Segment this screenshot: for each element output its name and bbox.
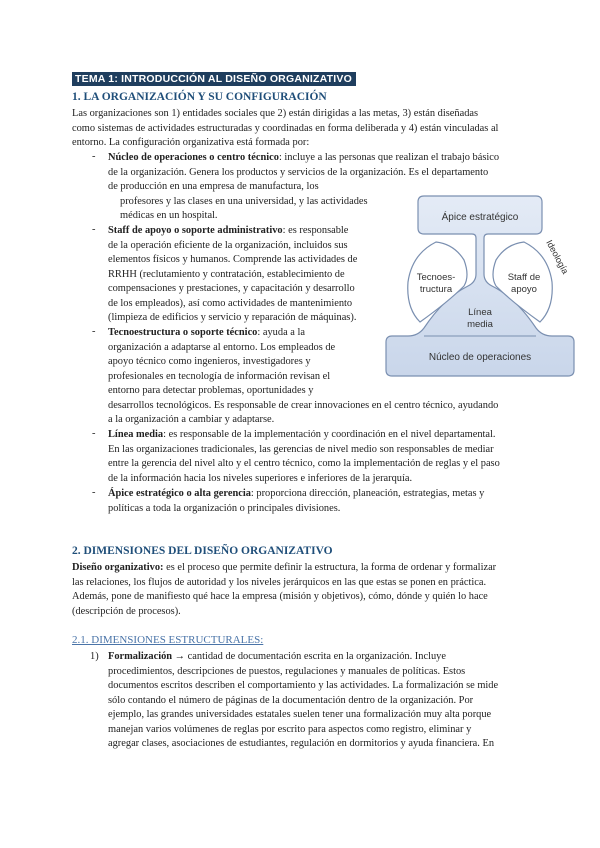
list-item-line: políticas a toda la organización o principales divisiones.: [108, 502, 341, 514]
intro-line-2: como sistemas de actividades estructuradas y coordinadas en forma deliberada y 4) están vinculadas al: [72, 122, 499, 134]
list-item-line: (limpieza de edificios y servicio y reparación de máquinas).: [108, 312, 357, 323]
list-item-line: de la información hacia los niveles superiores e inferiores de la jerarquía.: [108, 472, 413, 484]
term-techno-desc: : ayuda a la: [257, 327, 305, 338]
term-linea-desc: : es responsable de la implementación y coordinación en el nivel departamental.: [163, 429, 496, 440]
intro-line-1: Las organizaciones son 1) entidades sociales que 2) están dirigidas a las metas, 3) están diseñadas: [72, 108, 479, 119]
list-item-line: organización a adaptarse al entorno. Los empleados de: [108, 341, 336, 353]
list-item-line: desarrollos tecnológicos. Es responsable de crear innovaciones en el centro técnico, ayudando: [108, 399, 499, 411]
bullet-marker: -: [92, 224, 96, 235]
term-formalizacion: Formalización: [108, 651, 173, 662]
term-techno: Tecnoestructura o soporte técnico: [108, 327, 258, 338]
page-title: TEMA 1: INTRODUCCIÓN AL DISEÑO ORGANIZATIVO: [72, 72, 356, 86]
diagram-staff-label-1: Staff de: [507, 272, 541, 283]
list-item-techno-first: [108, 326, 305, 341]
organization-configuration-diagram: [384, 190, 584, 380]
paragraph-line: (descripción de procesos).: [72, 605, 181, 617]
list-item-line: de la operación eficiente de la organización, incluidos sus: [108, 239, 348, 251]
bullet-marker: -: [92, 428, 96, 439]
diagram-ideology-label: Ideología: [544, 238, 571, 276]
list-item-line: entre la gerencia del nivel alto y el centro técnico, como la implementación de reglas y el paso: [108, 458, 500, 469]
diagram-techno-label-1: Tecnoes-: [416, 272, 456, 283]
term-nucleo-desc: : incluye a las personas que realizan el trabajo básico: [278, 152, 500, 163]
paragraph-line: manejan varios volúmenes de reglas por escrito para aspectos como registro, eliminar y: [108, 723, 472, 735]
list-item-line: de la organización. Genera los productos y servicios de la organización. Es el departamento: [108, 166, 489, 178]
formalizacion-first-line: [108, 650, 446, 665]
diagram-apex-label: Ápice estratégico: [441, 212, 519, 223]
term-diseno-desc: es el proceso que permite definir la estructura, la forma de ordenar y formalizar: [163, 562, 497, 573]
section-2-heading: 2. DIMENSIONES DEL DISEÑO ORGANIZATIVO: [72, 545, 333, 557]
diagram-core-label: Núcleo de operaciones: [428, 352, 532, 363]
term-linea: Línea media: [108, 429, 164, 440]
list-item-apice-first: [108, 487, 484, 502]
term-apice: Ápice estratégico o alta gerencia: [108, 488, 251, 499]
list-item-line: médicas en un hospital.: [120, 210, 218, 221]
term-apice-desc: : proporciona dirección, planeación, estrategias, metas y: [250, 488, 485, 499]
list-item-line: RRHH (reclutamiento y contratación, establecimiento de: [108, 268, 345, 280]
paragraph-line: Además, pone de manifiesto qué hace la empresa (misión y objetivos), cómo, dónde y quién lo hace: [72, 591, 488, 602]
list-item-line: profesionales en tecnología de información revisan el: [108, 370, 331, 382]
paragraph-line: agregar clases, asociaciones de estudiantes, regulación en dormitorios y ayuda financiera. En: [108, 738, 495, 749]
list-item-line: profesores y las clases en una universidad, y las actividades: [120, 195, 368, 207]
section-1-heading: 1. LA ORGANIZACIÓN Y SU CONFIGURACIÓN: [72, 91, 327, 103]
term-formalizacion-desc: cantidad de documentación escrita en la organización. Incluye: [187, 651, 446, 662]
paragraph-line: procedimientos, descripciones de puestos, regulaciones y manuales de políticas. Estos: [108, 665, 466, 677]
list-item-line: de producción en una empresa de manufactura, los: [108, 181, 319, 192]
list-number: 1): [90, 651, 99, 662]
diagram-middle-label-1: Línea: [468, 307, 492, 318]
list-item-nucleo-first: [108, 151, 499, 166]
term-nucleo: Núcleo de operaciones o centro técnico: [108, 152, 279, 163]
diagram-middle-label-2: media: [467, 319, 493, 330]
list-item-line: entorno para detectar problemas, oportunidades y: [108, 385, 314, 396]
term-staff-desc: : es responsable: [282, 225, 349, 236]
diagram-staff-label-2: apoyo: [511, 284, 537, 295]
section-2-1-heading: 2.1. DIMENSIONES ESTRUCTURALES:: [72, 634, 264, 646]
bullet-marker: -: [92, 151, 96, 162]
arrow-icon: →: [172, 651, 188, 662]
section-2-first-line: [72, 561, 496, 576]
bullet-marker: -: [92, 487, 96, 498]
list-item-line: apoyo técnico como ingenieros, investigadores y: [108, 356, 311, 367]
term-staff: Staff de apoyo o soporte administrativo: [108, 225, 283, 236]
term-diseno: Diseño organizativo:: [72, 562, 164, 573]
intro-line-3: entorno. La configuración organizativa está formada por:: [72, 137, 310, 148]
list-item-line: a la organización a cambiar y adaptarse.: [108, 414, 275, 425]
paragraph-line: sólo contando el número de páginas de la documentación dentro de la organización. Por: [108, 694, 474, 706]
paragraph-line: ejemplo, las grandes universidades estatales suelen tener una formalización muy alta porque: [108, 709, 492, 720]
list-item-line: de los empleados), así como actividades de mantenimiento: [108, 297, 353, 309]
paragraph-line: documentos escritos describen el comportamiento y las actividades. La formalización se mide: [108, 680, 499, 691]
paragraph-line: las relaciones, los flujos de autoridad y los niveles jerárquicos en las que estas se ponen en práctica.: [72, 576, 487, 588]
list-item-line: En las organizaciones tradicionales, las gerencias de nivel medio son responsables de mediar: [108, 443, 494, 455]
list-item-line: compensaciones y prestaciones, y capacitación y desarrollo: [108, 283, 355, 294]
list-item-line: elementos físicos y humanos. Comprende las actividades de: [108, 254, 358, 265]
bullet-marker: -: [92, 326, 96, 337]
diagram-techno-label-2: tructura: [419, 284, 453, 295]
list-item-staff-first: [108, 224, 348, 239]
list-item-linea-first: [108, 428, 496, 443]
